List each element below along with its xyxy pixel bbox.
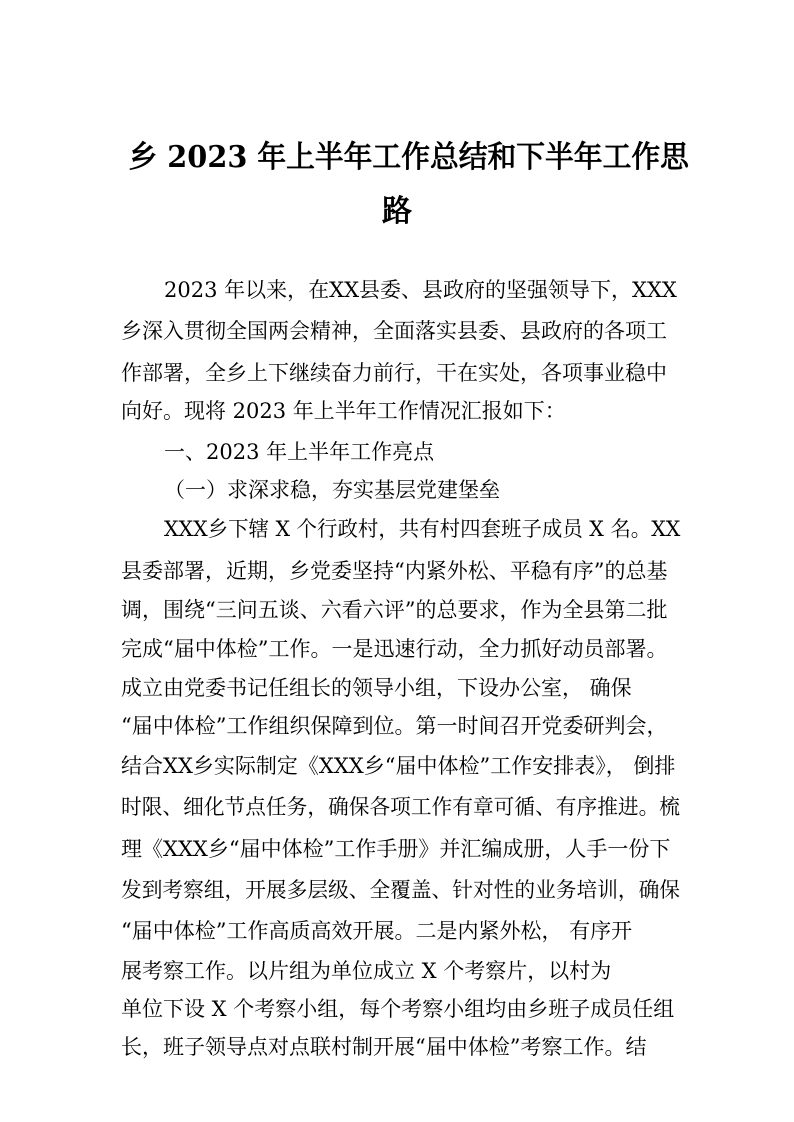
- body-line-5: XXX乡下辖 X 个行政村，共有村四套班子成员 X 名。XX: [164, 517, 681, 541]
- body-line-16: 展考察工作。以片组为单位成立 X 个考察片，以村为: [121, 959, 612, 983]
- body-line-3: 作部署，全乡上下继续奋力前行，干在实处，各项事业稳中: [121, 361, 667, 385]
- body-line-1: 2023 年以来，在XX县委、县政府的坚强领导下，XXX: [164, 278, 677, 302]
- body-line-12: 时限、细化节点任务，确保各项工作有章可循、有序推进。梳: [121, 795, 681, 819]
- body-line-14: 发到考察组，开展多层级、全覆盖、针对性的业务培训，确保: [121, 878, 681, 902]
- body-line-18: 长，班子领导点对点联村制开展“届中体检”考察工作。结: [121, 1035, 647, 1059]
- document-title-line-1: 乡 2023 年上半年工作总结和下半年工作思: [128, 140, 689, 175]
- body-line-10: “届中体检”工作组织保障到位。第一时间召开党委研判会，: [121, 714, 668, 738]
- body-line-7: 调，围绕“三问五谈、六看六评”的总要求，作为全县第二批: [121, 598, 668, 622]
- body-line-11: 结合XX乡实际制定《XXX乡“届中体检”工作安排表》， 倒排: [121, 754, 676, 778]
- body-line-8: 完成“届中体检”工作。一是迅速行动，全力抓好动员部署。: [121, 637, 668, 661]
- body-line-6: 县委部署，近期，乡党委坚持“内紧外松、平稳有序”的总基: [121, 559, 668, 583]
- body-line-2: 乡深入贯彻全国两会精神，全面落实县委、县政府的各项工: [121, 319, 667, 343]
- body-line-17: 单位下设 X 个考察小组，每个考察小组均由乡班子成员任组: [121, 997, 675, 1021]
- body-line-9: 成立由党委书记任组长的领导小组，下设办公室， 确保: [121, 676, 632, 700]
- document-title-line-2: 路: [382, 194, 412, 229]
- body-line-13: 理《XXX乡“届中体检”工作手册》并汇编成册，人手一份下: [121, 837, 671, 861]
- section-heading-1: 一、2023 年上半年工作亮点: [164, 440, 435, 464]
- body-line-4: 向好。现将 2023 年上半年工作情况汇报如下：: [121, 399, 566, 423]
- body-line-15: “届中体检”工作高质高效开展。二是内紧外松， 有序开: [121, 919, 633, 943]
- subsection-heading-1: （一）求深求稳，夯实基层党建堡垒: [164, 478, 500, 502]
